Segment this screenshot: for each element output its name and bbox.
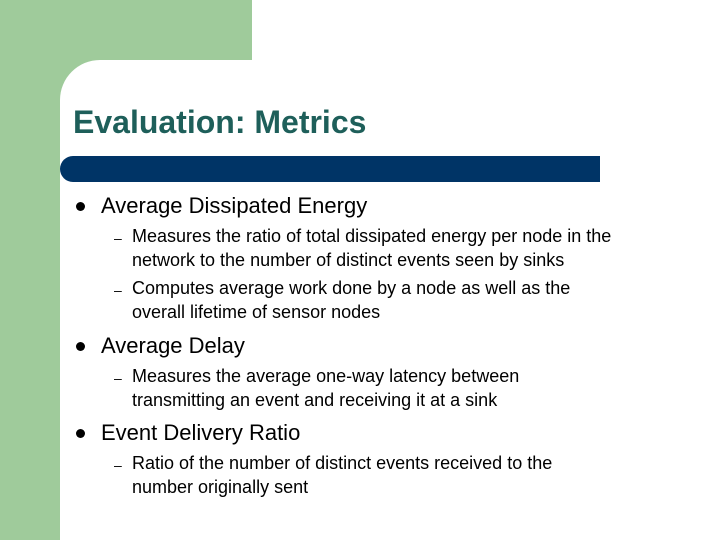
sub-bullet-line: number originally sent <box>132 477 309 497</box>
bullet-dot <box>76 429 85 438</box>
sub-bullet-line: overall lifetime of sensor nodes <box>132 302 381 322</box>
slide-title: Evaluation: Metrics <box>73 104 367 140</box>
sub-bullet-line: Measures the average one-way latency between <box>132 366 520 386</box>
sub-bullet-line: transmitting an event and receiving it at a sink <box>132 390 498 410</box>
sub-bullet-line: network to the number of distinct events seen by sinks <box>132 250 565 270</box>
decorative-green-left <box>0 0 60 540</box>
bullet-average-dissipated-energy: Average Dissipated Energy <box>101 193 368 218</box>
sub-bullet-dash: – <box>114 282 122 298</box>
bullet-average-delay: Average Delay <box>101 333 245 358</box>
sub-bullet-dash: – <box>114 230 122 246</box>
title-underline-bar <box>60 156 600 182</box>
bullet-event-delivery-ratio: Event Delivery Ratio <box>101 420 301 445</box>
sub-bullet-dash: – <box>114 370 122 386</box>
sub-bullet-dash: – <box>114 457 122 473</box>
sub-bullet-line: Computes average work done by a node as well as the <box>132 278 571 298</box>
sub-bullet-line: Ratio of the number of distinct events received to the <box>132 453 553 473</box>
bullet-dot <box>76 202 85 211</box>
bullet-dot <box>76 342 85 351</box>
sub-bullet-line: Measures the ratio of total dissipated energy per node in the <box>132 226 612 246</box>
